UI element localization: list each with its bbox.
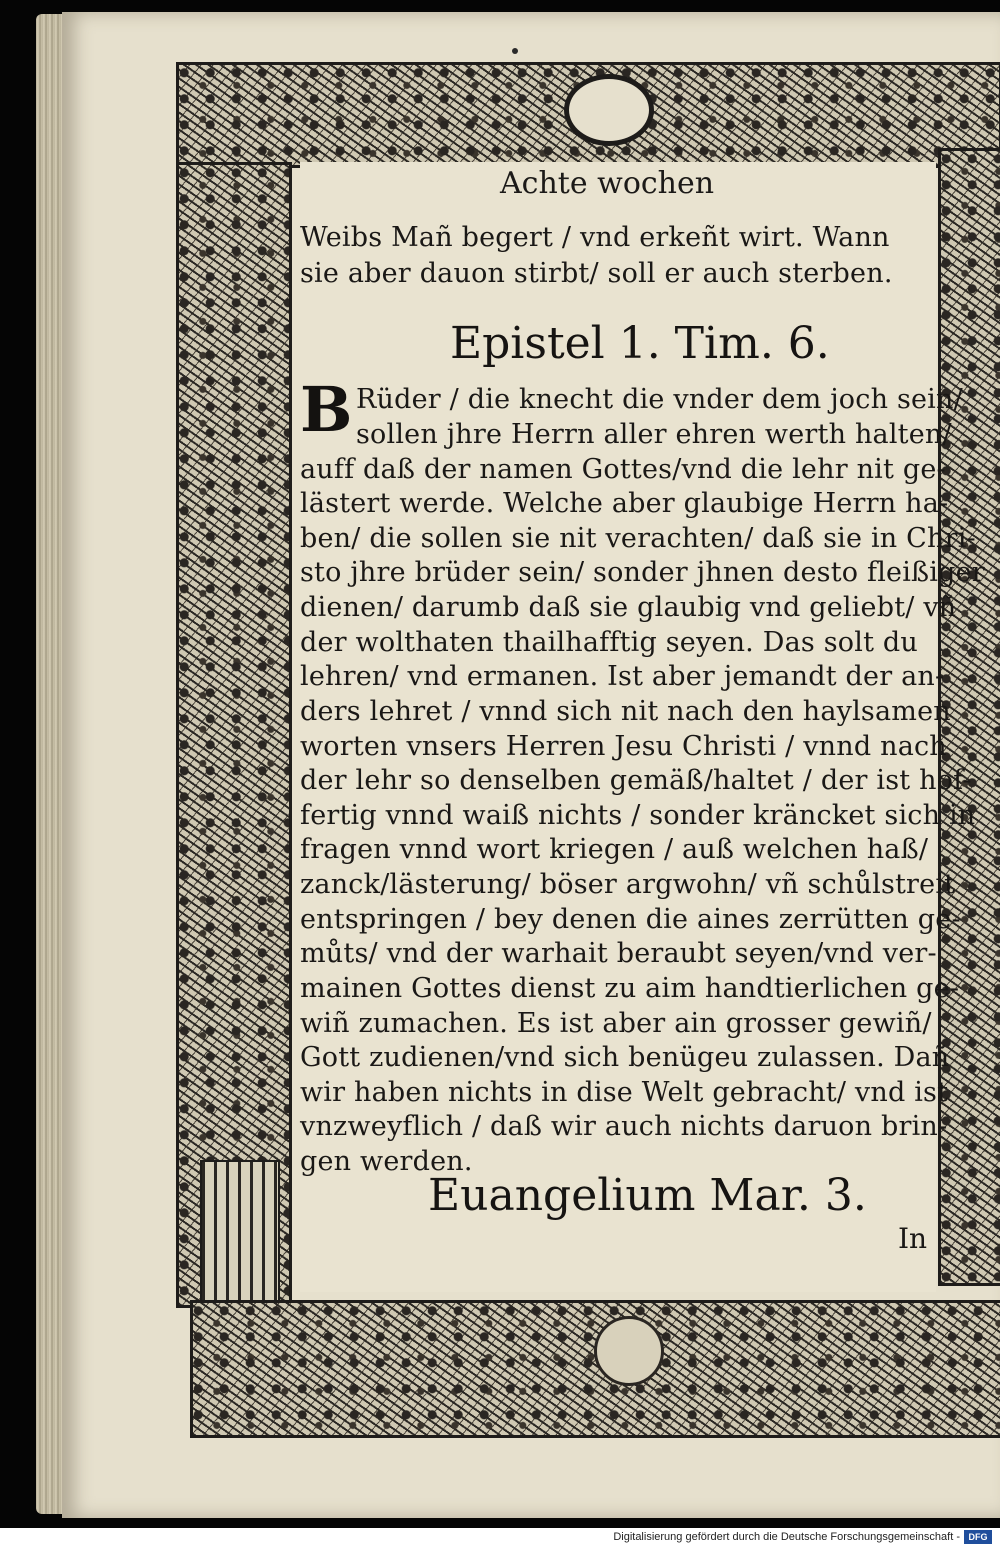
epistle-line: gen werden.	[300, 1146, 473, 1177]
epistle-line: ders lehret / vnnd sich nit nach den haylsamen	[300, 696, 951, 727]
epistle-line: sollen jhre Herrn aller ehren werth halten/	[356, 419, 952, 450]
epistle-line: wir haben nichts in dise Welt gebracht/ vnd ist	[300, 1077, 949, 1108]
epistle-line: lehren/ vnd ermanen. Ist aber jemandt der an-	[300, 661, 945, 692]
epistle-line: mainen Gottes dienst zu aim handtierlichen ge-	[300, 973, 960, 1004]
epistle-line: worten vnsers Herren Jesu Christi / vnnd nach	[300, 731, 947, 762]
woodcut-border-left	[176, 162, 292, 1308]
epistle-line: zanck/lästerung/ böser argwohn/ vñ schůlstreit	[300, 869, 956, 900]
page-mark	[512, 48, 518, 54]
epistle-line: der wolthaten thailhafftig seyen. Das solt du	[300, 627, 918, 658]
epistle-line: ben/ die sollen sie nit verachten/ daß sie in Chri-	[300, 523, 976, 554]
epistle-line: fragen vnnd wort kriegen / auß welchen haß/	[300, 834, 929, 865]
epistle-line: fertig vnnd waiß nichts / sonder kräncket sich in	[300, 800, 976, 831]
epistle-line: vnzweyflich / daß wir auch nichts daruon brin-	[300, 1111, 948, 1142]
epistle-line: dienen/ darumb daß sie glaubig vnd geliebt/ vñ	[300, 592, 957, 623]
digitization-footer	[0, 1528, 1000, 1548]
catchword: In	[898, 1222, 928, 1255]
intro-line: Weibs Mañ begert / vnd erkeñt wirt. Wann	[300, 222, 890, 253]
epistle-line: wiñ zumachen. Es ist aber ain grosser gewiñ/	[300, 1008, 932, 1039]
running-head: Achte wochen	[500, 166, 715, 201]
dfg-logo: DFG	[964, 1530, 992, 1544]
epistle-heading: Epistel 1. Tim. 6.	[450, 318, 830, 369]
woodcut-border-bottom	[190, 1300, 1000, 1438]
epistle-line: lästert werde. Welche aber glaubige Herrn ha-	[300, 488, 949, 519]
border-column	[200, 1160, 280, 1304]
funding-credit: Digitalisierung gefördert durch die Deutsche Forschungsgemeinschaft -	[613, 1531, 960, 1543]
intro-line: sie aber dauon stirbt/ soll er auch sterben.	[300, 258, 893, 289]
epistle-line: Gott zudienen/vnd sich benügeu zulassen. Dañ	[300, 1042, 950, 1073]
epistle-line: sto jhre brüder sein/ sonder jhnen desto fleißiger	[300, 557, 985, 588]
border-cartouche	[564, 74, 654, 146]
drop-capital: B	[300, 373, 353, 446]
epistle-line: Rüder / die knecht die vnder dem joch sein/	[356, 384, 963, 415]
epistle-line: entspringen / bey denen die aines zerrütten ge-	[300, 904, 961, 935]
epistle-line: der lehr so denselben gemäß/haltet / der ist hof-	[300, 765, 972, 796]
gospel-heading: Euangelium Mar. 3.	[428, 1170, 867, 1221]
epistle-line: auff daß der namen Gottes/vnd die lehr nit ge-	[300, 454, 946, 485]
epistle-line: můts/ vnd der warhait beraubt seyen/vnd ver-	[300, 938, 937, 969]
border-face-ornament	[594, 1316, 664, 1386]
